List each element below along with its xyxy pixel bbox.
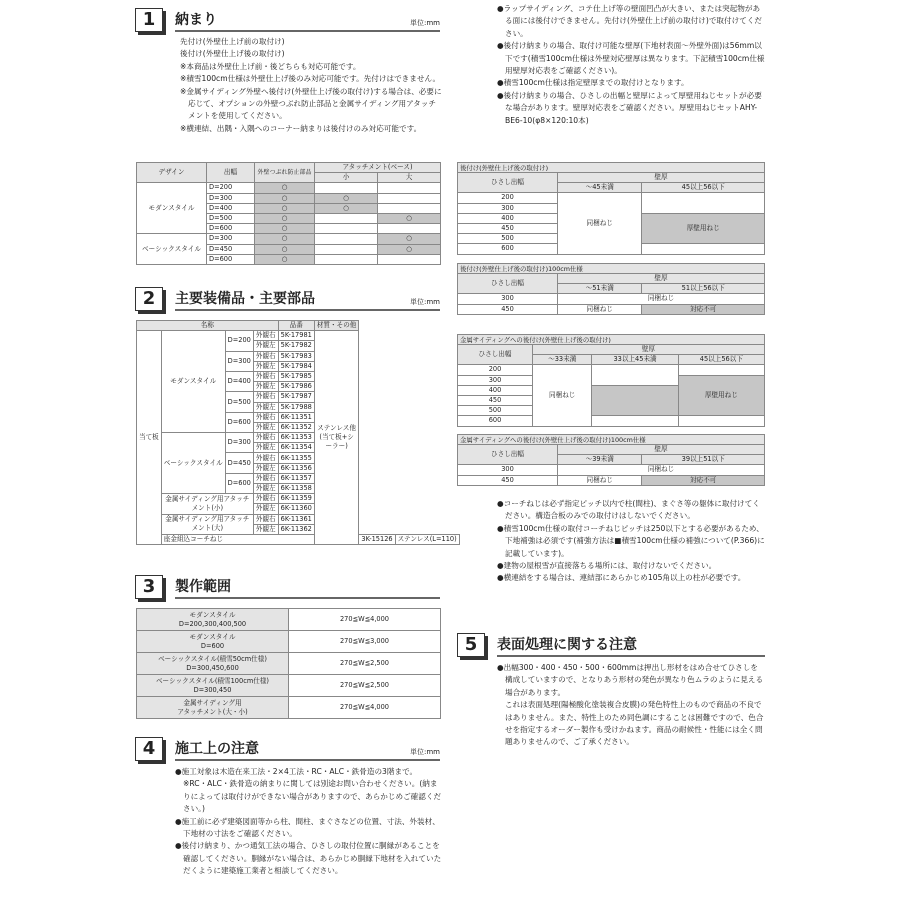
wall-thickness-table-1: ひさし出幅 壁厚 ～45未満 45以上56以下 200 同梱ねじ 300 400 厚壁用ねじ 450 500 600	[457, 172, 765, 255]
section-3-header	[135, 575, 440, 599]
wall-thickness-table-4: ひさし出幅 壁厚 ～39未満 39以上51以下 300 同梱ねじ 450 同梱ねじ 対応不可	[457, 444, 765, 486]
section-1-notes: 先付け(外壁仕上げ前の取付け) 後付け(外壁仕上げ後の取付け) ※本商品は外壁仕上げ前・後どちらも対応可能です。 ※積雪100cm仕様は外壁仕上げ後のみ対応可能です。先付けはできません。 ※金属サイディング外壁へ後付け(外壁仕上げ後の取付け)する場合は、必要に応じて、オプションの外壁つぶれ防止部品と金属サイディング用アタッチメントを使用してください。 ※横連結、出隅・入隅へのコーナー納まりは後付けのみ対応可能です。	[180, 37, 442, 133]
section-2-header	[135, 287, 440, 311]
table-caption: 後付け(外壁仕上げ後の取付け)100cm仕様	[457, 263, 765, 275]
production-range-table: モダンスタイル D=200,300,400,500 270≦W≦4,000 モダンスタイル D=600 270≦W≦3,000 ベーシックスタイル(積雪50cm仕様) D=300,450,600 270≦W≦2,500 ベーシックスタイル(積雪100cm仕様) D=300,450 270≦W≦2,500 金属サイディング用 アタッチメント(大・小) 270≦W≦4,000	[136, 608, 441, 719]
section-number: 2	[135, 287, 163, 311]
section-number: 3	[135, 575, 163, 599]
wall-thickness-table-3: ひさし出幅 壁厚 ～33未満 33以上45未満 45以上56以下 200 同梱ねじ 300 厚壁用ねじ 400 450 500 600	[457, 344, 765, 427]
section-4-notes: ●施工対象は木造在来工法・2×4工法・RC・ALC・鉄骨造の3階まで。 ※RC・ALC・鉄骨造の納まりに関しては別途お問い合わせください。(納まりによっては取付けができない場合がありますので、あらかじめご確認ください。) ●施工前に必ず建築図面等から柱、間柱、まぐさなどの位置、寸法、外装材、下地材の寸法をご確認ください。 ●後付け納まり、かつ通気工法の場合、ひさしの取付位置に胴縁があることを確認してください。胴縁がない場合は、あらかじめ胴縁下地材を入れていただくように建築施工業者と相談してください。	[175, 767, 442, 876]
parts-table: 名称 品番 材質・その他 当て板 モダンスタイル D=200 外観右 5K-17981 ステンレス他(当て板+シーラー) 外観左 5K-17982 D=300 外観右 5K-17983 外観左 5K-17984 D=400 外観右 5K-17985 外観左 5K-17986 D=500 外観右 5K-17987 外観左 5K-17988 D=600 外観右 6K-11351 外観左 6K-11352 ベーシックスタイル D=300 外観右 6K-11353 外観左 6K-11354 D=450 外観右 6K-11355 外観左 6K-11356 D=600 外観右 6K-11357 外観左 6K-11358 金属サイディング用アタッチメント(小) 外観右 6K-11359 外観左 6K-11360 金属サイディング用アタッチメント(大) 外観右 6K-11361 外観左 6K-11362 座金組込コーチねじ 3K-15126 ステンレス(L=110)	[136, 320, 460, 545]
unit-label: 単位:mm	[410, 298, 440, 306]
section-number: 1	[135, 8, 163, 32]
section-5-notes: ●出幅300・400・450・500・600mmは押出し形材をはめ合せてひさしを構成していますので、となりあう形材の発色が異なり色ムラのように見える場合があります。 これは表面処理(陽極酸化塗装複合皮膜)の発色特性上のもので商品の不良ではありません。また、特性上のため同色調にすることは困難ですので、色合せを指定するオーダー製作も受けかねます。商品の耐候性・性能には全く問題ありませんので、ご了承ください。	[497, 663, 764, 747]
unit-label: 単位:mm	[410, 748, 440, 756]
section-1-header	[135, 8, 440, 32]
section-4-header	[135, 737, 440, 761]
section-title: 表面処理に関する注意	[497, 637, 637, 653]
section-title: 主要装備品・主要部品	[175, 291, 315, 307]
right-notes: ●ラップサイディング、コテ仕上げ等の壁面凹凸が大きい、または突起物がある面には後付けできません。先付け(外壁仕上げ前の取付け)で取付けてください。 ●後付け納まりの場合、取付け可能な壁厚(下地材表面～外壁外面)は56mm以下です(積雪100cm仕様は外壁対応壁厚は異なります。下記積雪100cm仕様用壁厚対応表をご確認ください)。 ●積雪100cm仕様は指定壁厚までの取付けとなります。 ●後付け納まりの場合、ひさしの出幅と壁厚によって厚壁用ねじセットが必要な場合があります。壁厚対応表をご確認ください。厚壁用ねじセットAHY-BE6-10(φ8×120:10本)	[497, 4, 765, 125]
table-caption: 後付け(外壁仕上げ後の取付け)	[457, 162, 765, 174]
table-caption: 金属サイディングへの後付け(外壁仕上げ後の取付け)100cm仕様	[457, 434, 765, 446]
install-options-table: デザイン 出幅 外壁つぶれ防止部品 アタッチメント(ベース) 小 大 モダンスタイル D=200 ○ D=300 ○ ○ D=400 ○ ○ D=500 ○ ○ D=600 ○ ベーシックスタイル D=300 ○ ○ D=450 ○ ○ D=600 ○	[136, 162, 441, 265]
table-caption: 金属サイディングへの後付け(外壁仕上げ後の取付け)	[457, 334, 765, 346]
wall-thickness-table-2: ひさし出幅 壁厚 ～51未満 51以上56以下 300 同梱ねじ 450 同梱ねじ 対応不可	[457, 273, 765, 315]
section-number: 4	[135, 737, 163, 761]
right-notes-2: ●コーチねじは必ず指定ピッチ以内で柱(間柱)、まぐさ等の躯体に取付けてください。構造合板のみでの取付けはしないでください。 ●積雪100cm仕様の取付コーチねじピッチは250以下とする必要があるため、下地補強は必須です(補強方法は■積雪100cm仕様の補強について(P.366)に記載しています)。 ●建物の屋根雪が直接落ちる場所には、取付けないでください。 ●横連結をする場合は、連結部にあらかじめ105角以上の柱が必要です。	[497, 499, 765, 583]
section-number: 5	[457, 633, 485, 657]
section-title: 納まり	[175, 12, 217, 28]
section-5-header	[457, 633, 765, 657]
unit-label: 単位:mm	[410, 19, 440, 27]
section-title: 製作範囲	[175, 579, 231, 595]
section-title: 施工上の注意	[175, 741, 259, 757]
